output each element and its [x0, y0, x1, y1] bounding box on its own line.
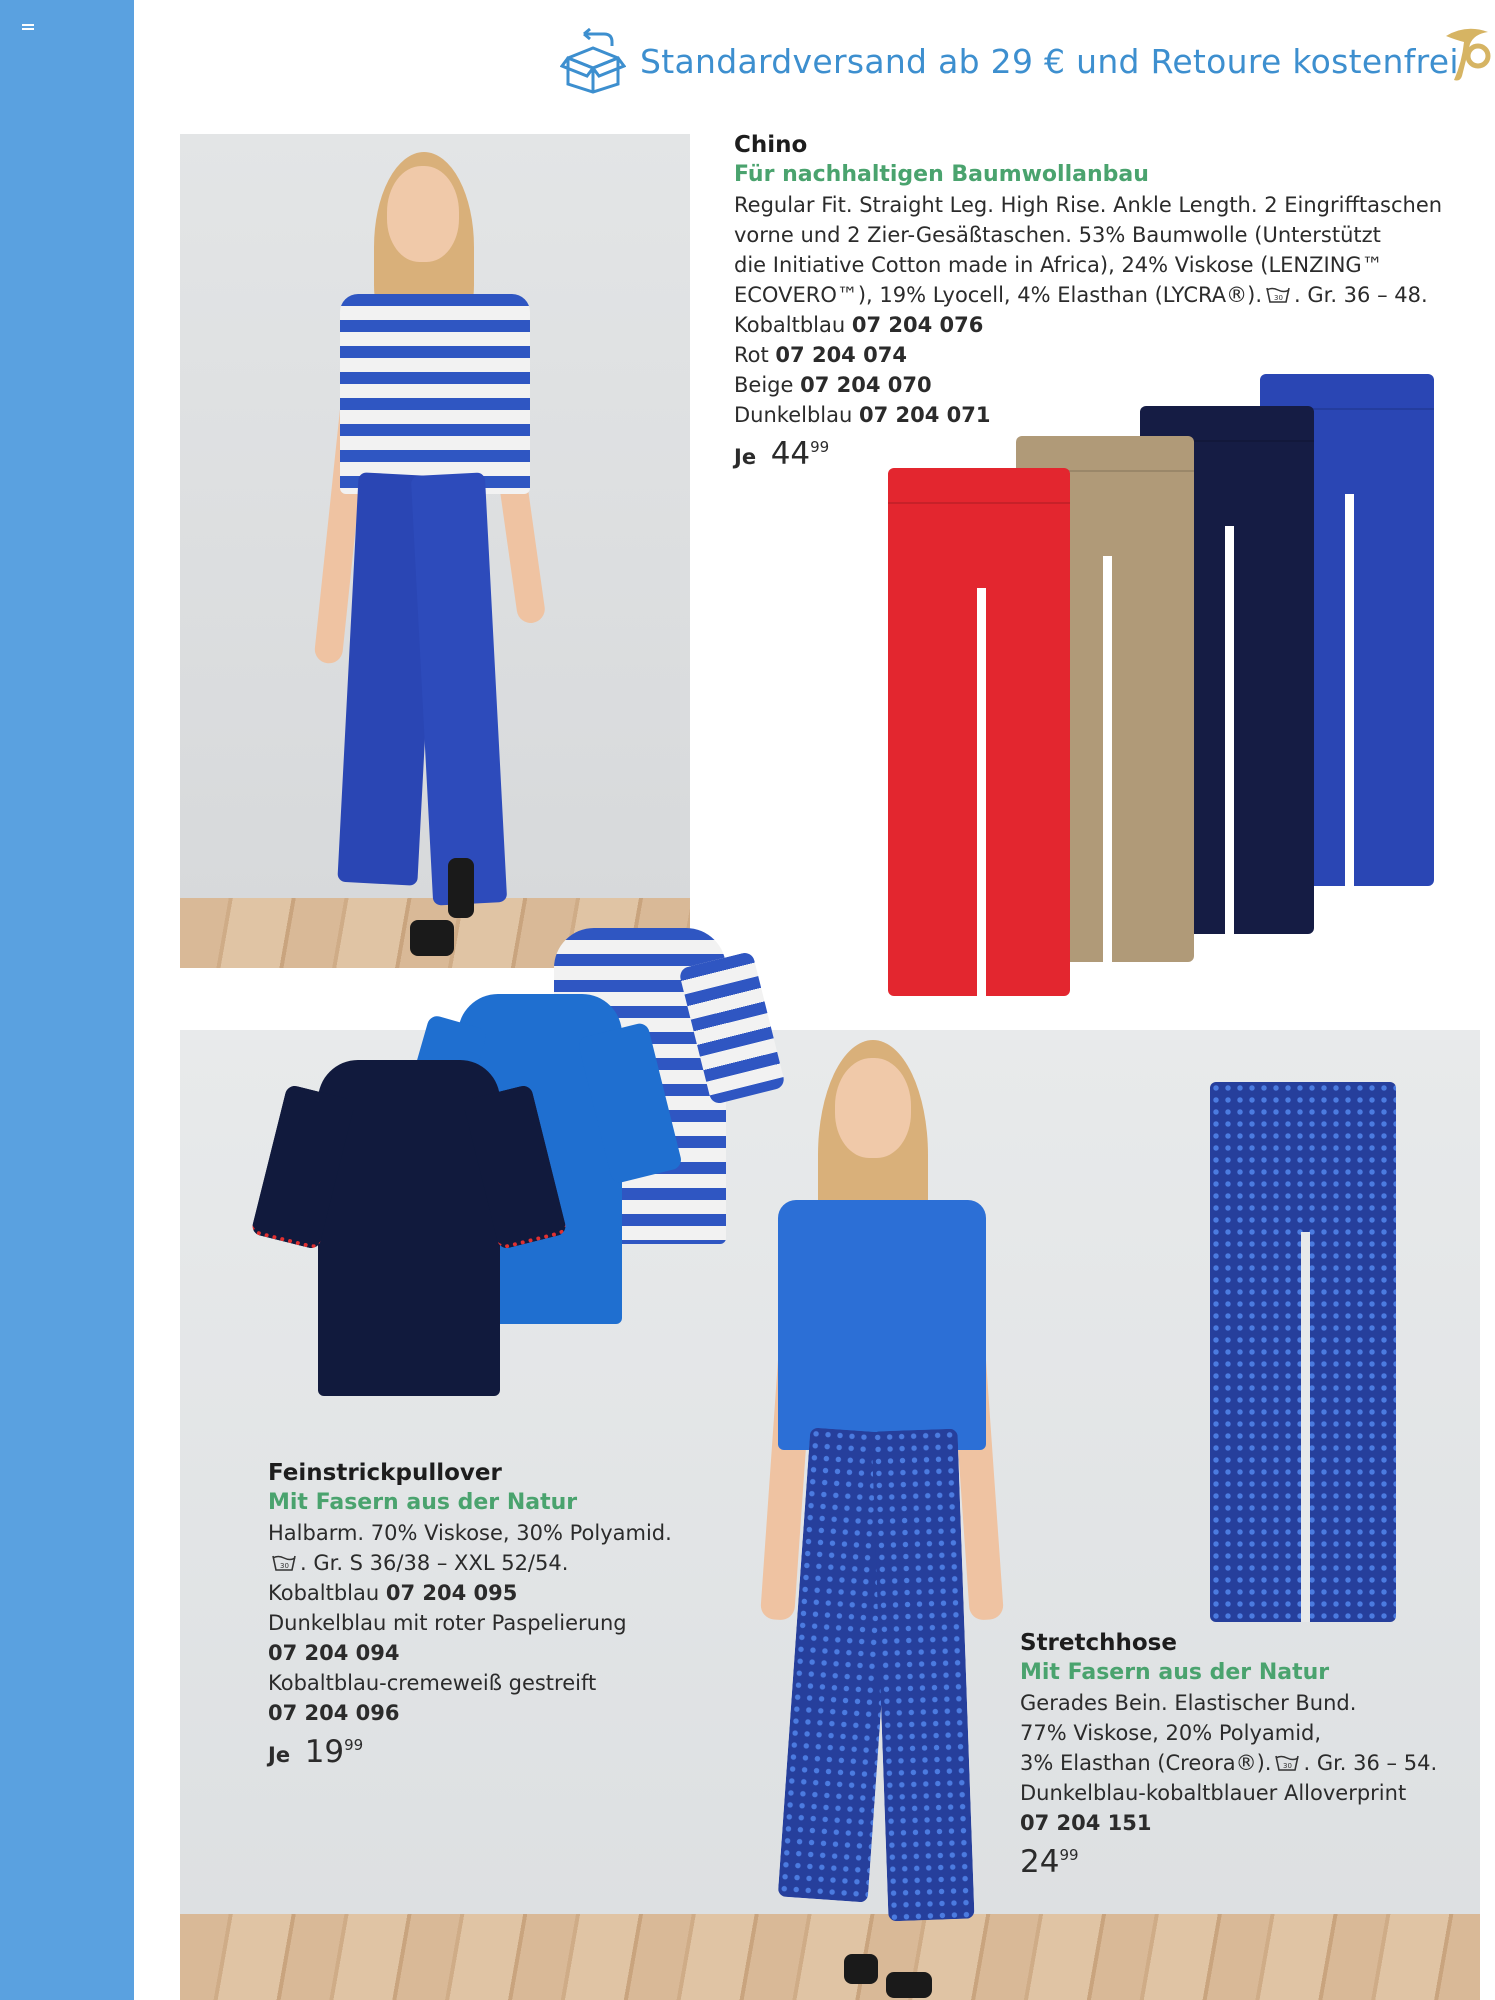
stretchhose-price	[1020, 1844, 1437, 1880]
article-number: 07 204 070	[800, 373, 932, 397]
price-euro: 24	[1020, 1844, 1060, 1880]
pullover-variant-color: Dunkelblau mit roter Paspelierung	[268, 1611, 627, 1635]
wash-30-icon	[1266, 286, 1290, 304]
stretchhose-desc-line: Gerades Bein. Elastischer Bund.	[1020, 1691, 1357, 1715]
chino-desc-line	[734, 280, 1442, 310]
stretchhose-sizes: . Gr. 36 – 54.	[1303, 1751, 1438, 1775]
chino-red-product	[888, 468, 1070, 996]
stretchhose-product	[1210, 1082, 1396, 1622]
chino-subtitle: Für nachhaltigen Baumwollanbau	[734, 162, 1149, 187]
stretchhose-desc-line: 77% Viskose, 20% Polyamid,	[1020, 1721, 1322, 1745]
pullover-info	[268, 1458, 672, 1770]
price-euro: 44	[770, 436, 811, 472]
article-number: 07 204 094	[268, 1641, 400, 1665]
article-number: 07 204 071	[859, 403, 991, 427]
variant-color: Rot	[734, 343, 769, 367]
price-cent: 99	[1059, 1846, 1079, 1864]
article-number: 07 204 095	[385, 1581, 518, 1605]
price-prefix: Je	[734, 445, 757, 469]
article-number: 07 204 151	[1020, 1811, 1152, 1835]
chino-material: ECOVERO™), 19% Lyocell, 4% Elasthan (LYCRA®).	[734, 283, 1262, 307]
pullover-sizes-line	[268, 1548, 672, 1578]
box-return-icon	[560, 28, 626, 94]
pullover-subtitle: Mit Fasern aus der Natur	[268, 1490, 578, 1515]
price-cent: 99	[810, 438, 830, 456]
shipping-banner	[560, 26, 1459, 96]
article-number: 07 204 076	[851, 313, 984, 337]
chino-variant	[734, 310, 1442, 340]
pullover-price	[268, 1734, 672, 1770]
article-number: 07 204 096	[268, 1701, 400, 1725]
chino-model-photo	[180, 134, 690, 968]
pullover-sizes: . Gr. S 36/38 – XXL 52/54.	[300, 1551, 569, 1575]
stretchhose-color: Dunkelblau-kobaltblauer Alloverprint	[1020, 1781, 1407, 1805]
stretchhose-material: 3% Elasthan (Creora®).	[1020, 1751, 1272, 1775]
chino-desc-line: vorne und 2 Zier-Gesäßtaschen. 53% Baumwolle (Unterstützt	[734, 223, 1381, 247]
article-number: 07 204 074	[775, 343, 907, 367]
svg-text:30: 30	[280, 1562, 289, 1570]
chino-title: Chino	[734, 132, 808, 158]
left-sidebar	[0, 0, 134, 2000]
variant-color: Kobaltblau	[734, 313, 846, 337]
svg-text:30: 30	[1274, 294, 1283, 302]
chino-desc-line: die Initiative Cotton made in Africa), 24% Viskose (LENZING™	[734, 253, 1383, 277]
menu-icon[interactable]	[22, 24, 34, 32]
stretchhose-info	[1020, 1628, 1437, 1880]
price-cent: 99	[344, 1736, 364, 1754]
wash-30-icon	[272, 1554, 296, 1572]
pullover-desc: Halbarm. 70% Viskose, 30% Polyamid.	[268, 1521, 672, 1545]
price-prefix: Je	[268, 1743, 291, 1767]
wash-30-icon	[1275, 1754, 1299, 1772]
shipping-text: Standardversand ab 29 € und Retoure kostenfrei	[640, 41, 1459, 81]
variant-color: Dunkelblau	[734, 403, 853, 427]
chino-sizes: . Gr. 36 – 48.	[1294, 283, 1428, 307]
stretchhose-subtitle: Mit Fasern aus der Natur	[1020, 1660, 1330, 1685]
price-euro: 19	[304, 1734, 345, 1770]
tchibo-logo	[1440, 22, 1492, 84]
variant-color: Kobaltblau	[268, 1581, 380, 1605]
pullover-title: Feinstrickpullover	[268, 1460, 502, 1486]
chino-desc-line: Regular Fit. Straight Leg. High Rise. Ankle Length. 2 Eingrifftaschen	[734, 193, 1443, 217]
chino-variant	[734, 340, 1442, 370]
stretchhose-title: Stretchhose	[1020, 1630, 1177, 1656]
stretchhose-desc-line	[1020, 1748, 1437, 1778]
pullover-variant	[268, 1578, 672, 1608]
svg-text:30: 30	[1283, 1762, 1293, 1770]
pullover-variant-color: Kobaltblau-cremeweiß gestreift	[268, 1671, 597, 1695]
variant-color: Beige	[734, 373, 794, 397]
